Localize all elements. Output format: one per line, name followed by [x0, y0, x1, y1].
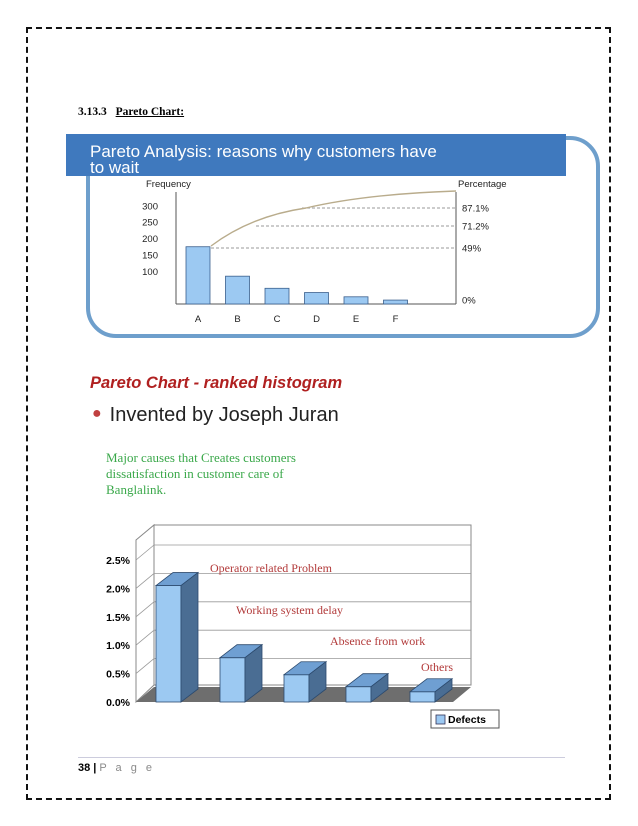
- y-tick-label: 0.0%: [106, 697, 130, 709]
- legend: [431, 710, 499, 728]
- bar: [384, 300, 408, 304]
- y2-axis-title: Percentage: [458, 179, 507, 190]
- section-number: 3.13.3: [78, 106, 107, 118]
- banner-line1: Pareto Analysis: reasons why customers have: [90, 142, 437, 161]
- x-tick-label: A: [194, 314, 202, 325]
- y-tick-label: 250: [142, 217, 158, 229]
- y2-tick-label: 71.2%: [462, 221, 489, 233]
- banner-line2: to wait: [90, 158, 140, 177]
- page-label: P a g e: [99, 762, 155, 774]
- defects-3d-chart: [96, 520, 516, 735]
- y2-tick-label: 49%: [462, 243, 482, 255]
- y-tick-label: 150: [142, 250, 158, 262]
- section-title: Pareto Chart:: [115, 106, 185, 118]
- bar-front: [220, 658, 245, 702]
- bar: [344, 297, 368, 304]
- bullet-text: Invented by Joseph Juran: [109, 404, 339, 426]
- y-tick-label: 100: [142, 266, 158, 278]
- category-label: Absence from work: [330, 634, 426, 648]
- y-tick-label: 200: [142, 234, 158, 246]
- x-tick-label: C: [273, 314, 281, 325]
- legend-label: Defects: [448, 714, 486, 726]
- category-label: Working system delay: [236, 603, 344, 617]
- x-tick-label: F: [392, 314, 399, 325]
- legend-swatch: [436, 715, 445, 724]
- note-line: Banglalink.: [106, 482, 167, 497]
- footer-divider: [78, 757, 565, 758]
- bar-side: [181, 573, 198, 702]
- bar: [226, 276, 250, 304]
- footer-separator: |: [93, 762, 97, 774]
- section-heading: [78, 106, 184, 118]
- y-tick-label: 2.5%: [106, 555, 130, 567]
- category-label: Operator related Problem: [210, 561, 332, 575]
- y2-tick-label: 87.1%: [462, 203, 489, 215]
- y2-tick-label: 0%: [462, 295, 476, 307]
- bullet-point: [92, 404, 339, 427]
- y-tick-label: 1.0%: [106, 640, 130, 653]
- x-tick-label: D: [313, 314, 320, 325]
- y-tick-labels: [106, 555, 131, 709]
- note-line: Major causes that Creates customers: [106, 450, 296, 465]
- note-line: dissatisfaction in customer care of: [106, 466, 284, 481]
- category-label: Others: [421, 660, 453, 674]
- pareto-analysis-figure: [66, 130, 612, 342]
- causes-note: [106, 450, 346, 498]
- bar: [265, 288, 289, 304]
- y-tick-label: 1.5%: [106, 611, 130, 624]
- y-tick-label: 300: [142, 201, 158, 213]
- side-wall: [136, 525, 154, 702]
- bar-front: [346, 687, 371, 702]
- x-tick-label: E: [352, 314, 360, 325]
- pareto-chart-title: Pareto Chart - ranked histogram: [90, 374, 343, 392]
- x-tick-label: B: [234, 314, 241, 325]
- bar: [186, 247, 210, 304]
- bar-front: [156, 586, 181, 702]
- y-tick-label: 0.5%: [106, 668, 130, 681]
- bar-front: [284, 675, 309, 702]
- bar-front: [410, 692, 435, 702]
- page-number: 38: [78, 762, 91, 774]
- y-axis-title: Frequency: [146, 179, 191, 190]
- page-footer: [78, 762, 155, 774]
- bullet-dot-icon: ●: [92, 405, 102, 422]
- bar: [305, 293, 329, 304]
- y-tick-label: 2.0%: [106, 583, 130, 596]
